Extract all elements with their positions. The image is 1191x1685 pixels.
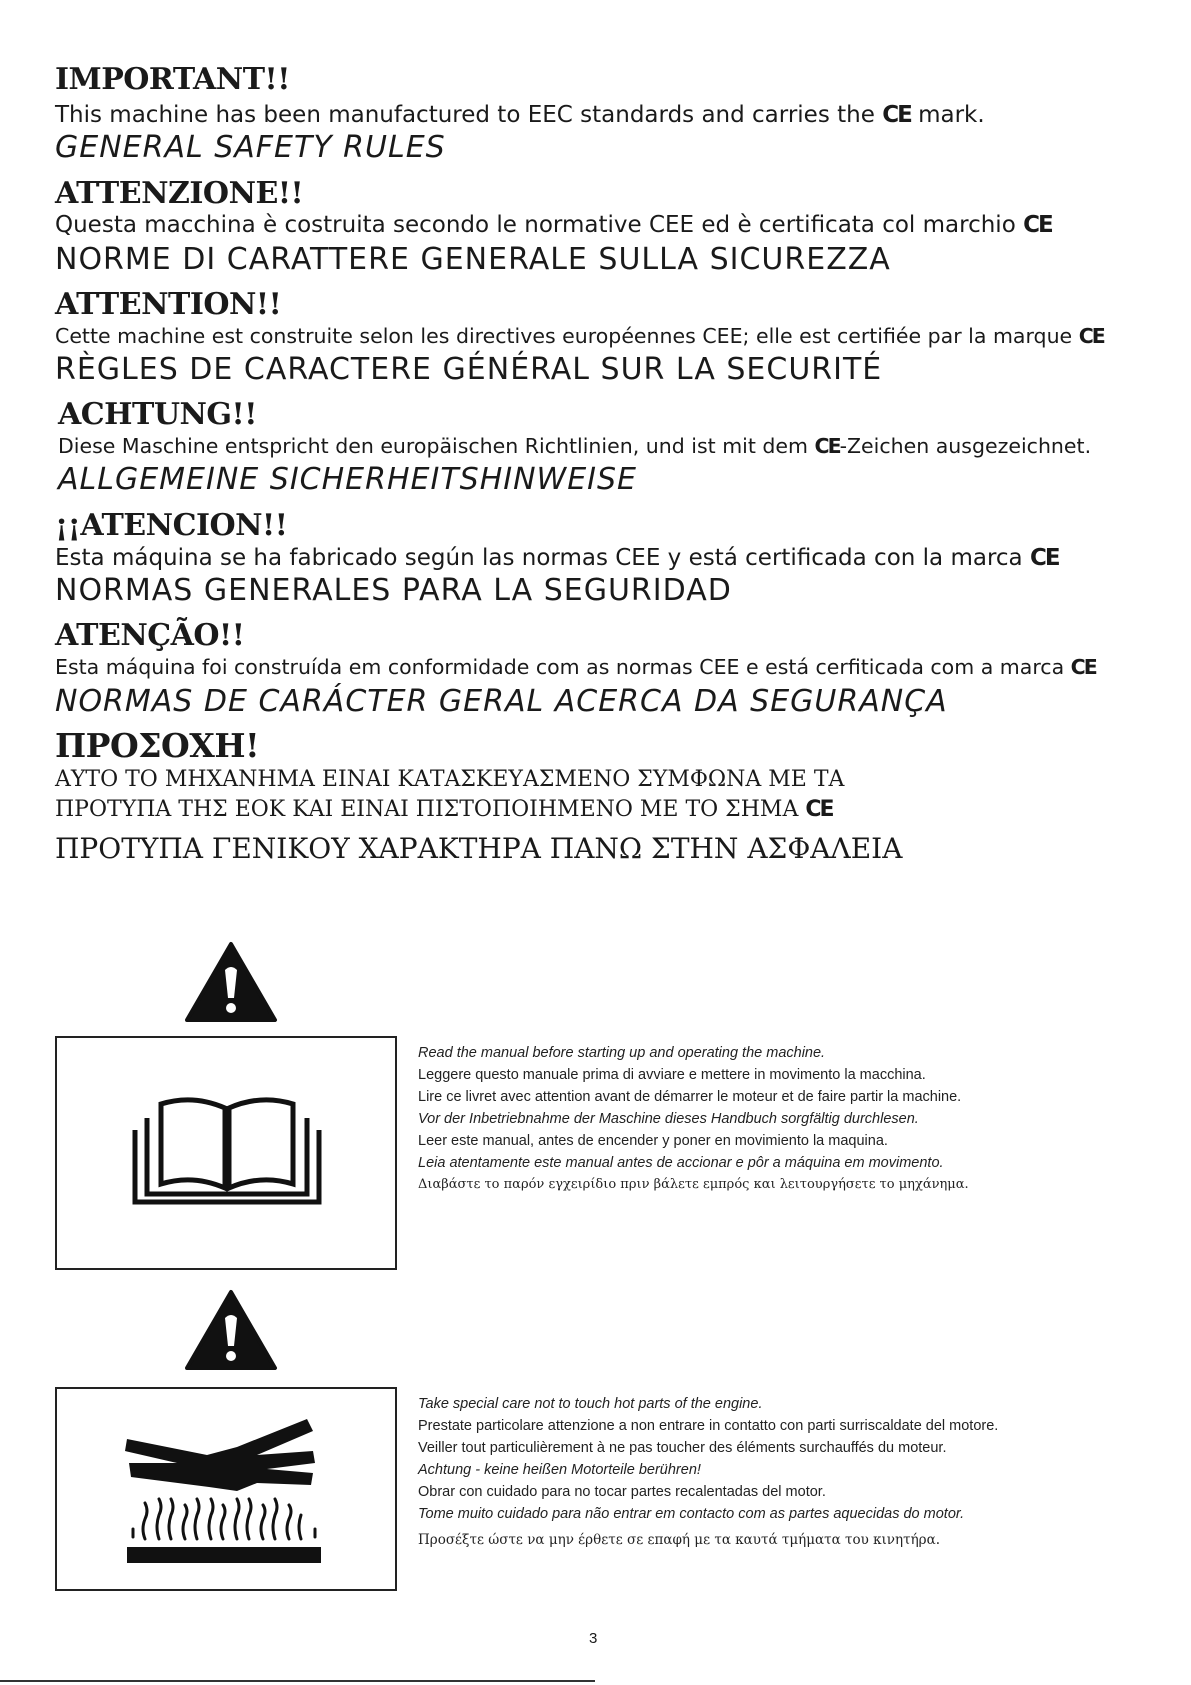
statement-pt: Esta máquina foi construída em conformidade com as normas CEE e está cerfiticada com a marca CE (55, 655, 1096, 679)
ce-mark-icon: CE (1023, 212, 1052, 238)
title-es: NORMAS GENERALES PARA LA SEGURIDAD (55, 573, 732, 608)
page-number: 3 (589, 1630, 598, 1647)
instructions-hot-parts (418, 1393, 1136, 1551)
heading-de: ACHTUNG!! (58, 397, 257, 432)
heading-pt: ATENÇÃO!! (55, 618, 245, 653)
instruction-line: Read the manual before starting up and operating the machine. (418, 1045, 826, 1061)
instruction-line: Obrar con cuidado para no tocar partes recalentadas del motor. (418, 1484, 826, 1500)
statement-es: Esta máquina se ha fabricado según las normas CEE y está certificada con la marca CE (55, 545, 1059, 571)
ce-mark-icon: CE (1078, 324, 1104, 348)
divider (0, 1680, 595, 1682)
instruction-line: Tome muito cuidado para não entrar em contacto com as partes aquecidas do motor. (418, 1506, 965, 1522)
instruction-line: Leggere questo manuale prima di avviare e mettere in movimento la macchina. (418, 1067, 926, 1083)
ce-mark-icon: CE (882, 102, 911, 128)
title-en: GENERAL SAFETY RULES (55, 130, 446, 165)
heading-it: ATTENZIONE!! (55, 176, 304, 211)
open-book-icon (127, 1090, 327, 1210)
statement-fr: Cette machine est construite selon les directives européennes CEE; elle est certifiée par la marque CE (55, 324, 1104, 348)
title-pt: NORMAS DE CARÁCTER GERAL ACERCA DA SEGURANÇA (55, 684, 948, 719)
heading-fr: ATTENTION!! (55, 287, 282, 322)
hot-surface-hand-icon (117, 1411, 337, 1571)
instruction-line: Veiller tout particulièrement à ne pas toucher des éléments surchauffés du moteur. (418, 1440, 947, 1456)
hot-surface-pictogram-box (55, 1387, 397, 1591)
instruction-line: Leer este manual, antes de encender y poner en movimiento la maquina. (418, 1133, 888, 1149)
statement-it: Questa macchina è costruita secondo le normative CEE ed è certificata col marchio CE (55, 212, 1052, 238)
title-it: NORME DI CARATTERE GENERALE SULLA SICUREZZA (55, 242, 891, 277)
ce-mark-icon: CE (1029, 545, 1059, 571)
title-de: ALLGEMEINE SICHERHEITSHINWEISE (58, 462, 638, 497)
title-el: ΠΡΟΤΥΠΑ ΓΕΝΙΚΟΥ ΧΑΡΑΚΤΗΡΑ ΠΑΝΩ ΣΤΗΝ ΑΣΦΑΛΕΙΑ (55, 832, 903, 865)
ce-mark-icon: CE (1070, 655, 1096, 679)
instruction-line: Vor der Inbetriebnahme der Maschine dieses Handbuch sorgfältig durchlesen. (418, 1111, 919, 1127)
warning-triangle-icon (183, 940, 279, 1024)
instruction-line: Διαβάστε το παρόν εγχειρίδιο πριν βάλετε εμπρός και λειτουργήσετε το μηχάνημα. (418, 1177, 969, 1192)
instruction-line: Leia atentamente este manual antes de accionar e pôr a máquina em movimento. (418, 1155, 944, 1171)
heading-el: ΠΡΟΣΟΧΗ! (55, 726, 260, 765)
instructions-manual (418, 1042, 1108, 1196)
statement-el-line1: ΑΥΤΟ ΤΟ ΜΗΧΑΝΗΜΑ ΕΙΝΑΙ ΚΑΤΑΣΚΕΥΑΣΜΕΝΟ ΣΥΜΦΩΝΑ ΜΕ ΤΑ (55, 767, 845, 792)
statement-en: This machine has been manufactured to EEC standards and carries the CE mark. (55, 102, 985, 128)
instruction-line: Lire ce livret avec attention avant de démarrer le moteur et de faire partir la machine. (418, 1089, 962, 1105)
ce-mark-icon: CE (805, 797, 833, 822)
statement-el-line2: ΠΡΟΤΥΠΑ ΤΗΣ ΕΟΚ ΚΑΙ ΕΙΝΑΙ ΠΙΣΤΟΠΟΙΗΜΕΝΟ ΜΕ ΤΟ ΣΗΜΑ CE (55, 797, 833, 822)
instruction-line: Take special care not to touch hot parts of the engine. (418, 1396, 763, 1412)
warning-triangle-icon (183, 1288, 279, 1372)
instruction-line: Προσέξτε ώστε να μην έρθετε σε επαφή με τα καυτά τμήματα του κινητήρα. (418, 1532, 940, 1548)
title-fr: RÈGLES DE CARACTERE GÉNÉRAL SUR LA SECURITÉ (55, 352, 883, 387)
statement-de: Diese Maschine entspricht den europäischen Richtlinien, und ist mit dem CE-Zeichen ausgezeichnet. (58, 434, 1092, 458)
instruction-line: Achtung - keine heißen Motorteile berühren! (418, 1462, 701, 1478)
heading-en: IMPORTANT!! (55, 62, 290, 97)
manual-pictogram-box (55, 1036, 397, 1270)
heading-es: ¡¡ATENCION!! (55, 508, 288, 543)
instruction-line: Prestate particolare attenzione a non entrare in contatto con parti surriscaldate del motore. (418, 1418, 999, 1434)
ce-mark-icon: CE (814, 434, 840, 458)
